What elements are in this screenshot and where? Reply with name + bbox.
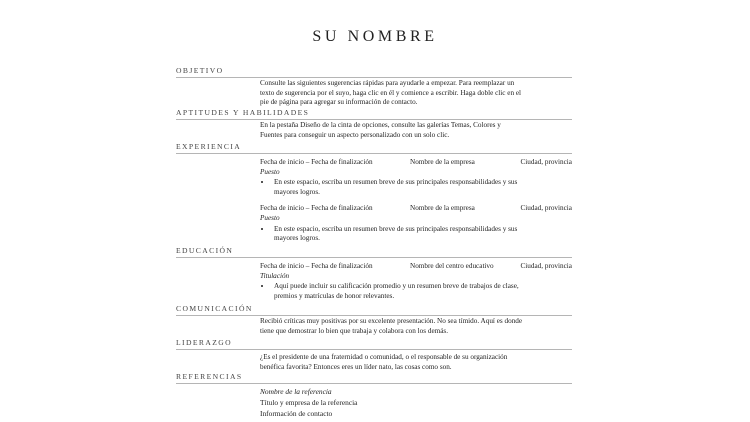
section-referencias xyxy=(176,372,572,419)
education-city: Ciudad, provincia xyxy=(520,262,572,270)
job-entry xyxy=(260,158,572,197)
text-line: En la pestaña Diseño de la cinta de opciones, consulte las galerías Temas, Colores y xyxy=(260,121,501,129)
job-city: Ciudad, provincia xyxy=(520,204,572,213)
section-liderazgo xyxy=(176,338,572,372)
reference-name: Nombre de la referencia xyxy=(260,387,332,396)
text-line: tiene que demostrar lo bien que trabaja y colabora con los demás. xyxy=(260,326,449,335)
education-school: Nombre del centro educativo xyxy=(410,262,494,270)
section-comunicacion xyxy=(176,304,572,336)
section-label: OBJETIVO xyxy=(176,66,572,78)
text-line: En este espacio, escriba un resumen breve de sus principales responsabilidades y sus xyxy=(274,224,518,233)
text-line: Recibió críticas muy positivas por su excelente presentación. No sea tímido. Aquí es donde xyxy=(260,317,523,325)
job-header xyxy=(260,204,572,214)
liderazgo-text xyxy=(260,353,572,372)
section-label: APTITUDES Y HABILIDADES xyxy=(176,108,572,120)
job-dates: Fecha de inicio – Fecha de finalización xyxy=(260,204,373,213)
section-label: EXPERIENCIA xyxy=(176,142,572,154)
text-line: mayores logros. xyxy=(274,234,320,243)
aptitudes-text xyxy=(260,121,572,140)
job-dates: Fecha de inicio – Fecha de finalización xyxy=(260,158,373,166)
text-line: mayores logros. xyxy=(274,187,320,196)
text-line: pie de página para agregar su información de contacto. xyxy=(260,98,418,107)
job-bullets xyxy=(260,178,572,197)
section-objetivo xyxy=(176,66,572,108)
text-line: benéfica favorita? Entonces eres un líder nato, las cosas como son. xyxy=(260,362,452,371)
education-dates: Fecha de inicio – Fecha de finalización xyxy=(260,262,373,270)
reference-title-company: Título y empresa de la referencia xyxy=(260,398,358,407)
reference-contact: Información de contacto xyxy=(260,409,333,418)
bullet-item xyxy=(272,225,572,244)
section-label: REFERENCIAS xyxy=(176,372,572,384)
job-city: Ciudad, provincia xyxy=(520,158,572,166)
experiencia-content xyxy=(260,158,572,244)
education-degree: Titulación xyxy=(260,271,290,280)
section-educacion xyxy=(176,246,572,301)
job-position: Puesto xyxy=(260,167,280,176)
education-bullets xyxy=(260,282,572,301)
referencias-content xyxy=(260,386,572,419)
job-position: Puesto xyxy=(260,213,280,222)
section-label: COMUNICACIÓN xyxy=(176,304,572,316)
text-line: En este espacio, escriba un resumen breve de sus principales responsabilidades y sus xyxy=(274,178,518,187)
text-line: Aquí puede incluir su calificación promedio y un resumen breve de trabajos de clase, xyxy=(274,282,519,291)
bullet-item xyxy=(272,282,572,301)
comunicacion-text xyxy=(260,317,572,336)
objetivo-text xyxy=(260,79,572,108)
job-header xyxy=(260,158,572,168)
educacion-content xyxy=(260,262,572,301)
resume-name: SU NOMBRE xyxy=(312,28,438,45)
section-aptitudes xyxy=(176,108,572,140)
text-line: premios y matrículas de honor relevantes. xyxy=(274,291,395,300)
job-company: Nombre de la empresa xyxy=(410,204,475,213)
job-bullets xyxy=(260,225,572,244)
bullet-item xyxy=(272,178,572,197)
text-line: texto de sugerencia por el suyo, haga clic en él y comience a escribir. Haga doble clic en el xyxy=(260,88,522,97)
section-label: LIDERAZGO xyxy=(176,338,572,350)
text-line: Fuentes para conseguir un aspecto personalizado con un solo clic. xyxy=(260,130,450,139)
text-line: Consulte las siguientes sugerencias rápidas para ayudarle a empezar. Para reemplazar un xyxy=(260,79,515,87)
text-line: ¿Es el presidente de una fraternidad o comunidad, o el responsable de su organización xyxy=(260,353,508,361)
job-company: Nombre de la empresa xyxy=(410,158,475,166)
job-entry xyxy=(260,204,572,243)
education-header xyxy=(260,262,572,272)
section-experiencia xyxy=(176,142,572,244)
section-label: EDUCACIÓN xyxy=(176,246,572,258)
